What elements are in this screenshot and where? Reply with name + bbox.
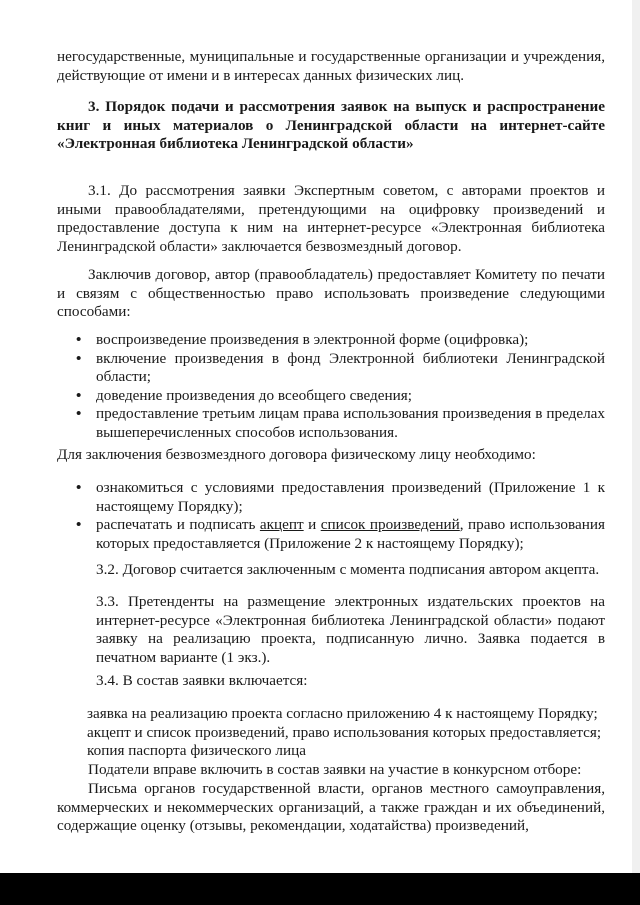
- list-item: • ознакомиться с условиями предоставления произведений (Приложение 1 к настоящему Порядку);: [76, 479, 605, 515]
- section-heading: 3. Порядок подачи и рассмотрения заявок на выпуск и распространение книг и иных материалов о Ленинградской области на интернет-сайте «Электронная библиотека Ленинградской области»: [57, 98, 605, 153]
- paragraph-3-1: 3.1. До рассмотрения заявки Экспертным советом, с авторами проектов и иными правообладателями, претендующими на оцифровку произведений и предоставление доступа к ним на интернет-ресурсе «Электронная библиотека Ленинградской области» заключается безвозмездный договор.: [57, 182, 605, 255]
- intro-paragraph: негосударственные, муниципальные и государственные организации и учреждения, действующие от имени и в интересах данных физических лиц.: [57, 48, 605, 84]
- scan-edge: [632, 0, 640, 905]
- bullet-icon: •: [76, 331, 82, 348]
- list-item: • включение произведения в фонд Электронной библиотеки Ленинградской области;: [76, 349, 605, 386]
- methods-list: [57, 331, 605, 443]
- bullet-icon: •: [76, 516, 82, 534]
- included-items: [87, 705, 605, 761]
- list-item: • воспроизведение произведения в электронной форме (оцифровка);: [76, 331, 529, 348]
- scan-bottom-border: [0, 873, 640, 905]
- paragraph-applicants: Податели вправе включить в состав заявки на участие в конкурсном отборе:: [88, 761, 582, 778]
- bullet-icon: •: [76, 479, 82, 496]
- paragraph-3-3: 3.3. Претенденты на размещение электронных издательских проектов на интернет-ресурсе «Электронная библиотека Ленинградской области» подают заявку на реализацию проекта, подписанную лично. Заявка подается в печатном варианте (1 экз.).: [96, 593, 605, 666]
- list-item: • предоставление третьим лицам права использования произведения в пределах вышеперечисленных способов использования.: [76, 405, 605, 441]
- list-item: • доведение произведения до всеобщего сведения;: [76, 386, 412, 404]
- bullet-icon: •: [76, 405, 82, 423]
- requirements-list: [57, 479, 605, 553]
- list-item: заявка на реализацию проекта согласно приложению 4 к настоящему Порядку;: [87, 705, 598, 722]
- bullet-icon: •: [76, 349, 82, 367]
- paragraph-agreement: Заключив договор, автор (правообладатель) предоставляет Комитету по печати и связям с общественностью право использовать произведение следующими способами:: [57, 266, 605, 321]
- paragraph-requirements: Для заключения безвозмездного договора физическому лицу необходимо:: [57, 446, 536, 463]
- bullet-icon: •: [76, 386, 82, 404]
- works-list-link-text: список произведений: [320, 516, 460, 534]
- acceptance-link-text: акцепт: [259, 516, 304, 534]
- paragraph-letters: Письма органов государственной власти, органов местного самоуправления, коммерческих и некоммерческих организаций, а также граждан и их объединений, содержащие оценку (отзывы, рекомендации, ходатайства) произведений,: [57, 780, 605, 835]
- list-item: • распечатать и подписать акцепт и список произведений, право использования которых предоставляется (Приложение 2 к настоящему Порядку);: [76, 516, 605, 552]
- list-item: акцепт и список произведений, право использования которых предоставляется;: [87, 723, 602, 741]
- paragraph-3-4: 3.4. В состав заявки включается:: [96, 672, 308, 689]
- list-item: копия паспорта физического лица: [87, 742, 306, 760]
- paragraph-3-2: 3.2. Договор считается заключенным с момента подписания автором акцепта.: [96, 561, 600, 578]
